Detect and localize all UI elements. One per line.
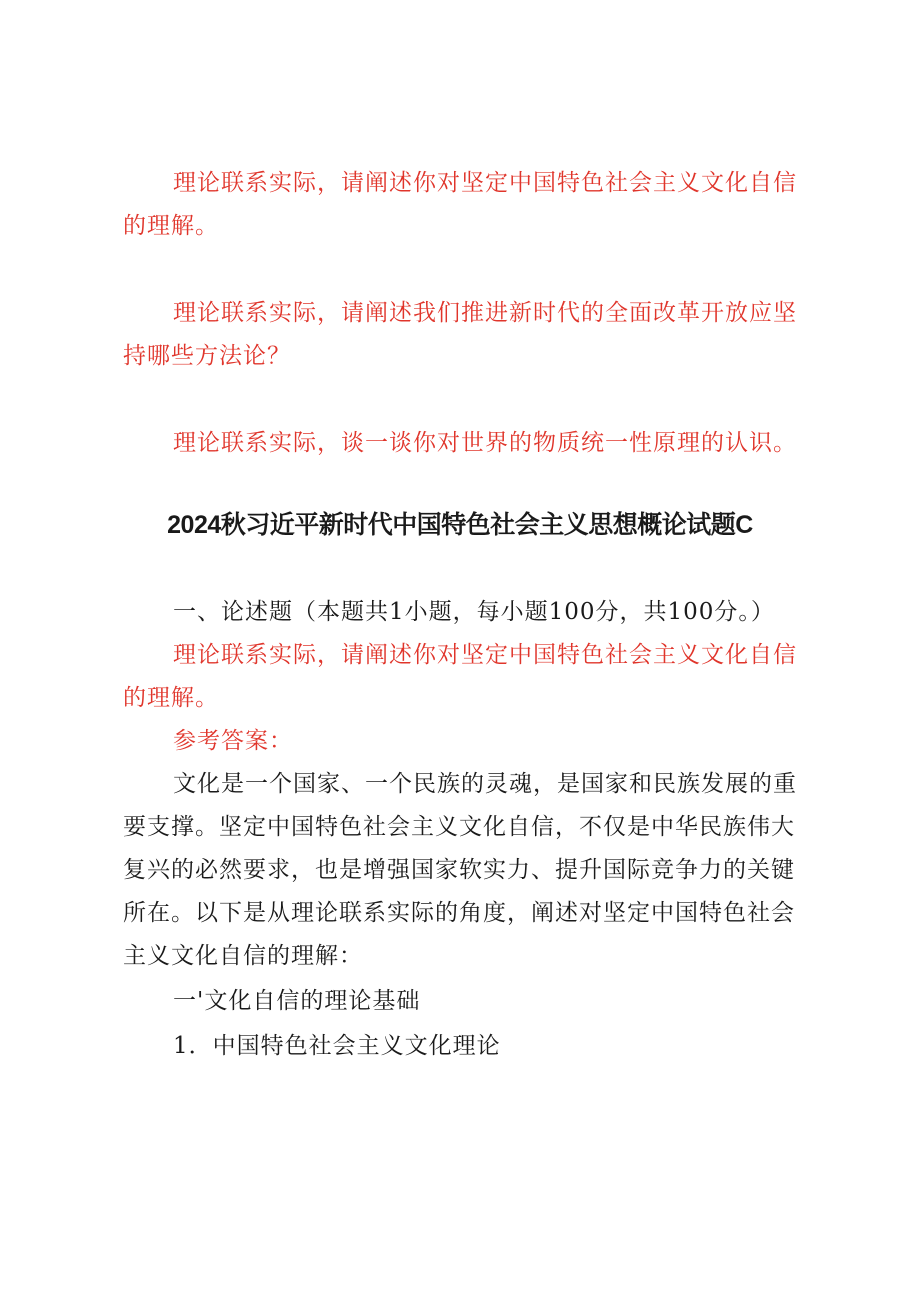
exam-title: 2024秋习近平新时代中国特色社会主义思想概论试题C (167, 511, 753, 539)
question-2: 理论联系实际，请阐述我们推进新时代的全面改革开放应坚持哪些方法论？ (123, 300, 797, 369)
selected-question: 理论联系实际，请阐述你对坚定中国特色社会主义文化自信的理解。 (123, 642, 797, 711)
subheading-culture-theory: 1．中国特色社会主义文化理论 (173, 1033, 501, 1059)
section-header: 一、论述题（本题共1小题，每小题100分，共100分。） (173, 599, 775, 625)
answer-label: 参考答案： (173, 728, 293, 754)
question-1: 理论联系实际，请阐述你对坚定中国特色社会主义文化自信的理解。 (123, 170, 797, 239)
subheading-theory-basis: 一'文化自信的理论基础 (173, 988, 421, 1014)
question-3: 理论联系实际，谈一谈你对世界的物质统一性原理的认识。 (173, 430, 797, 456)
answer-body: 文化是一个国家、一个民族的灵魂，是国家和民族发展的重要支撑。坚定中国特色社会主义文化自信，不仅是中华民族伟大复兴的必然要求，也是增强国家软实力、提升国际竞争力的关键所在。以下是从理论联系实际的角度，阐述对坚定中国特色社会主义文化自信的理解： (123, 771, 797, 969)
